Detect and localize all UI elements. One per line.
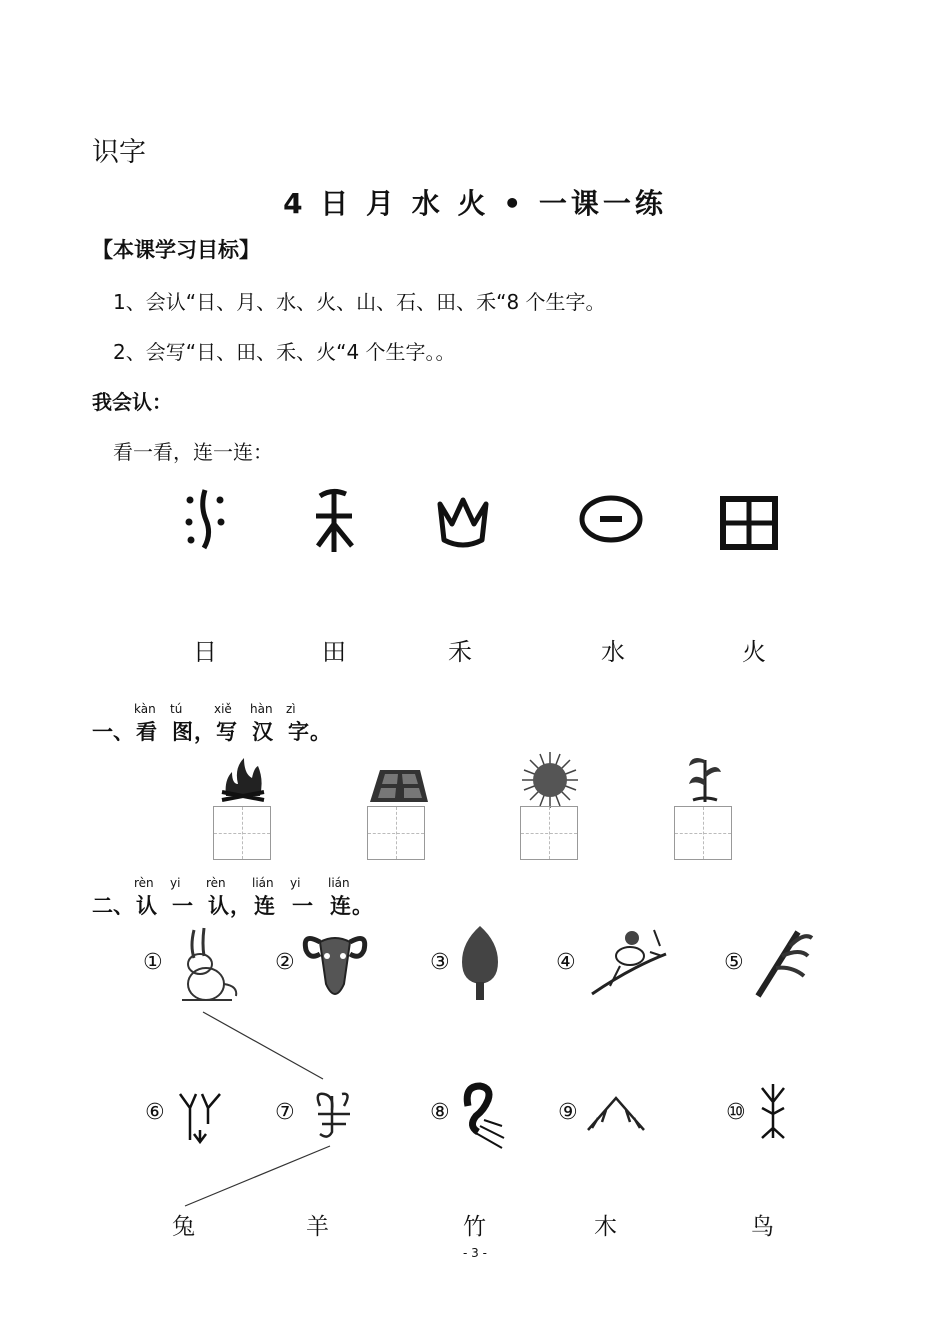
pinyin: lián [328,876,350,890]
hanzi: 看 [136,720,157,744]
item-number: ① [143,950,163,975]
pinyin: rèn [134,876,154,890]
pinyin: yi [290,876,301,890]
pinyin: kàn [134,702,156,716]
section-label: 识字 [92,137,146,168]
pinyin: zì [286,702,296,716]
hanzi: 一 [292,894,313,918]
recognize-instruction: 看一看，连一连： [113,440,273,464]
pinyin: hàn [250,702,273,716]
item-number: ⑤ [724,950,744,975]
pinyin: xiě [214,702,232,716]
goal-item: 1、会认“日、月、水、火、山、石、田、禾“8 个生字。 [113,290,606,314]
hanzi: ， [230,894,251,918]
page-title: 4 日 月 水 火 • 一课一练 [283,187,667,220]
part-prefix: 一、 [92,720,134,744]
goal-item: 2、会写“日、田、禾、火“4 个生字。。 [113,340,456,364]
hanzi: 认 [136,894,157,918]
part-prefix: 二、 [92,894,134,918]
character: 禾 [448,638,472,666]
connector-line [185,1146,330,1206]
character: 田 [322,638,346,666]
character: 竹 [463,1214,486,1240]
goals-heading: 【本课学习目标】 [92,238,260,262]
item-number: ④ [556,950,576,975]
item-number: ③ [430,950,450,975]
item-number: ⑨ [558,1100,578,1125]
pinyin: lián [252,876,274,890]
character: 兔 [172,1214,195,1240]
item-number: ⑦ [275,1100,295,1125]
page-number: - 3 - [463,1246,487,1260]
connector-line [203,1012,323,1079]
hanzi: 。 [310,720,331,744]
item-number: ② [275,950,295,975]
hanzi: 一 [172,894,193,918]
item-number: ⑥ [145,1100,165,1125]
character: 水 [601,638,625,666]
pinyin: yi [170,876,181,890]
hanzi: 写 [216,720,237,744]
pinyin: rèn [206,876,226,890]
item-number: ⑧ [430,1100,450,1125]
hanzi: 图 [172,720,193,744]
hanzi: 连 [254,894,275,918]
hanzi: ， [194,720,215,744]
pinyin: tú [170,702,183,716]
character: 鸟 [751,1214,774,1240]
recognize-heading: 我会认： [92,390,172,414]
hanzi: 汉 [252,720,273,744]
character: 羊 [306,1214,329,1240]
hanzi: 认 [208,894,229,918]
character: 日 [193,638,217,666]
hanzi: 字 [288,720,309,744]
item-number: ⑩ [726,1100,746,1125]
character: 木 [594,1214,617,1240]
character: 火 [742,638,766,666]
hanzi: 连 [330,894,351,918]
hanzi: 。 [352,894,373,918]
